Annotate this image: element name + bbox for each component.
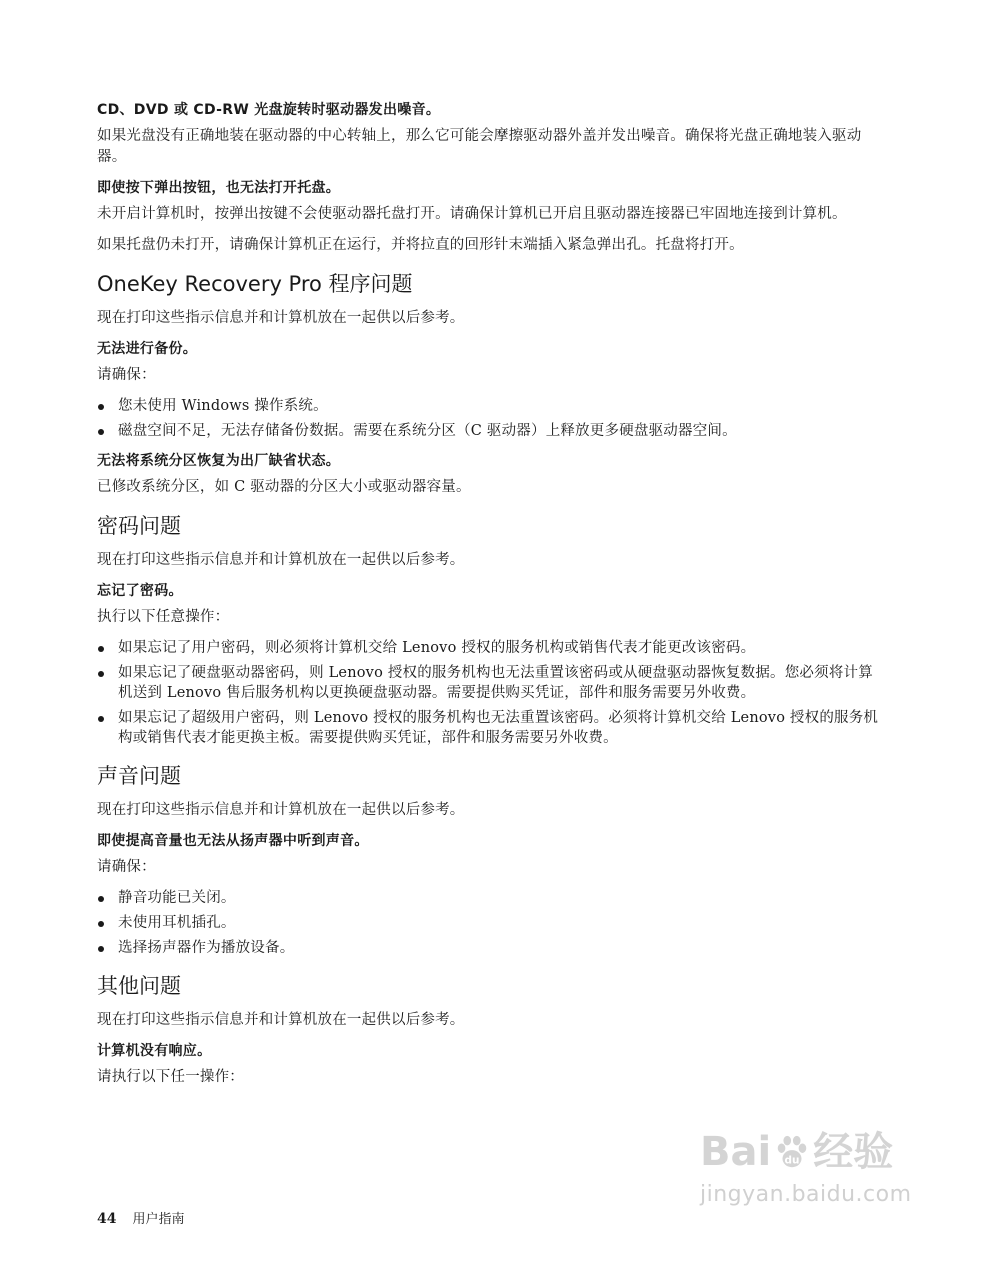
bullet-icon — [98, 671, 104, 677]
bullet-list — [97, 638, 887, 748]
paragraph: 执行以下任意操作： — [97, 609, 230, 625]
list-item-text: 您未使用 Windows 操作系统。 — [118, 398, 328, 414]
list-item-text: 磁盘空间不足，无法存储备份数据。需要在系统分区（C 驱动器）上释放更多硬盘驱动器空间。 — [118, 423, 737, 439]
list-item — [97, 396, 887, 416]
document-content — [97, 100, 887, 1098]
bullet-icon — [98, 921, 104, 927]
paragraph: 现在打印这些指示信息并和计算机放在一起供以后参考。 — [97, 552, 465, 568]
paragraph: 请确保： — [97, 367, 156, 383]
watermark-logo — [700, 1128, 940, 1176]
bullet-icon — [98, 896, 104, 902]
list-item-text: 如果忘记了用户密码，则必须将计算机交给 Lenovo 授权的服务机构或销售代表才能更改该密码。 — [118, 640, 756, 656]
bullet-list — [97, 888, 887, 958]
list-item-text: 未使用耳机插孔。 — [118, 915, 236, 931]
list-item — [97, 913, 887, 933]
paragraph: 现在打印这些指示信息并和计算机放在一起供以后参考。 — [97, 310, 465, 326]
problem-heading: 即使按下弹出按钮，也无法打开托盘。 — [97, 180, 341, 196]
paragraph: 未开启计算机时，按弹出按键不会使驱动器托盘打开。请确保计算机已开启且驱动器连接器已牢固地连接到计算机。 — [97, 206, 847, 222]
bullet-icon — [98, 646, 104, 652]
paragraph: 如果托盘仍未打开，请确保计算机正在运行，并将拉直的回形针末端插入紧急弹出孔。托盘将打开。 — [97, 237, 744, 253]
paragraph: 已修改系统分区，如 C 驱动器的分区大小或驱动器容量。 — [97, 479, 471, 495]
list-item — [97, 638, 887, 658]
problem-heading: CD、DVD 或 CD-RW 光盘旋转时驱动器发出噪音。 — [97, 102, 441, 118]
bullet-icon — [98, 429, 104, 435]
section-heading: 其他问题 — [97, 974, 181, 998]
bullet-list — [97, 396, 887, 441]
problem-heading: 无法进行备份。 — [97, 341, 198, 357]
list-item — [97, 888, 887, 908]
list-item — [97, 663, 887, 703]
paragraph: 请确保： — [97, 859, 156, 875]
list-item — [97, 421, 887, 441]
problem-heading: 忘记了密码。 — [97, 583, 183, 599]
list-item — [97, 708, 887, 748]
list-item-text: 静音功能已关闭。 — [118, 890, 236, 906]
paragraph: 现在打印这些指示信息并和计算机放在一起供以后参考。 — [97, 1012, 465, 1028]
watermark-logo-text-right: 经验 — [813, 1129, 894, 1175]
section-heading: 密码问题 — [97, 514, 181, 538]
problem-heading: 无法将系统分区恢复为出厂缺省状态。 — [97, 453, 341, 469]
document-title: 用户指南 — [132, 1212, 185, 1227]
list-item-text: 选择扬声器作为播放设备。 — [118, 940, 295, 956]
baidu-paw-icon — [773, 1133, 811, 1171]
page-footer — [97, 1208, 185, 1227]
baidu-jingyan-watermark — [700, 1128, 940, 1248]
paragraph: 如果光盘没有正确地装在驱动器的中心转轴上，那么它可能会摩擦驱动器外盖并发出噪音。确保将光盘正确地装入驱动器。 — [97, 128, 862, 165]
bullet-icon — [98, 946, 104, 952]
section-heading: OneKey Recovery Pro 程序问题 — [97, 272, 413, 296]
list-item-text: 如果忘记了超级用户密码，则 Lenovo 授权的服务机构也无法重置该密码。必须将计算机交给 Lenovo 授权的服务机构或销售代表才能更换主板。需要提供购买凭证，部件和服务需要另外收费。 — [118, 710, 879, 746]
problem-heading: 即使提高音量也无法从扬声器中听到声音。 — [97, 833, 369, 849]
watermark-logo-text-left: Bai — [700, 1129, 772, 1175]
list-item — [97, 938, 887, 958]
problem-heading: 计算机没有响应。 — [97, 1043, 212, 1059]
bullet-icon — [98, 404, 104, 410]
watermark-url: jingyan.baidu.com — [700, 1182, 912, 1207]
page-number: 44 — [97, 1211, 117, 1227]
bullet-icon — [98, 716, 104, 722]
paragraph: 请执行以下任一操作： — [97, 1069, 244, 1085]
watermark-logo-du: du — [784, 1154, 800, 1167]
paragraph: 现在打印这些指示信息并和计算机放在一起供以后参考。 — [97, 802, 465, 818]
list-item-text: 如果忘记了硬盘驱动器密码，则 Lenovo 授权的服务机构也无法重置该密码或从硬盘驱动器恢复数据。您必须将计算机送到 Lenovo 售后服务机构以更换硬盘驱动器。需要提供购买凭证，部件和服务需要另外收费。 — [118, 665, 873, 701]
section-heading: 声音问题 — [97, 764, 181, 788]
